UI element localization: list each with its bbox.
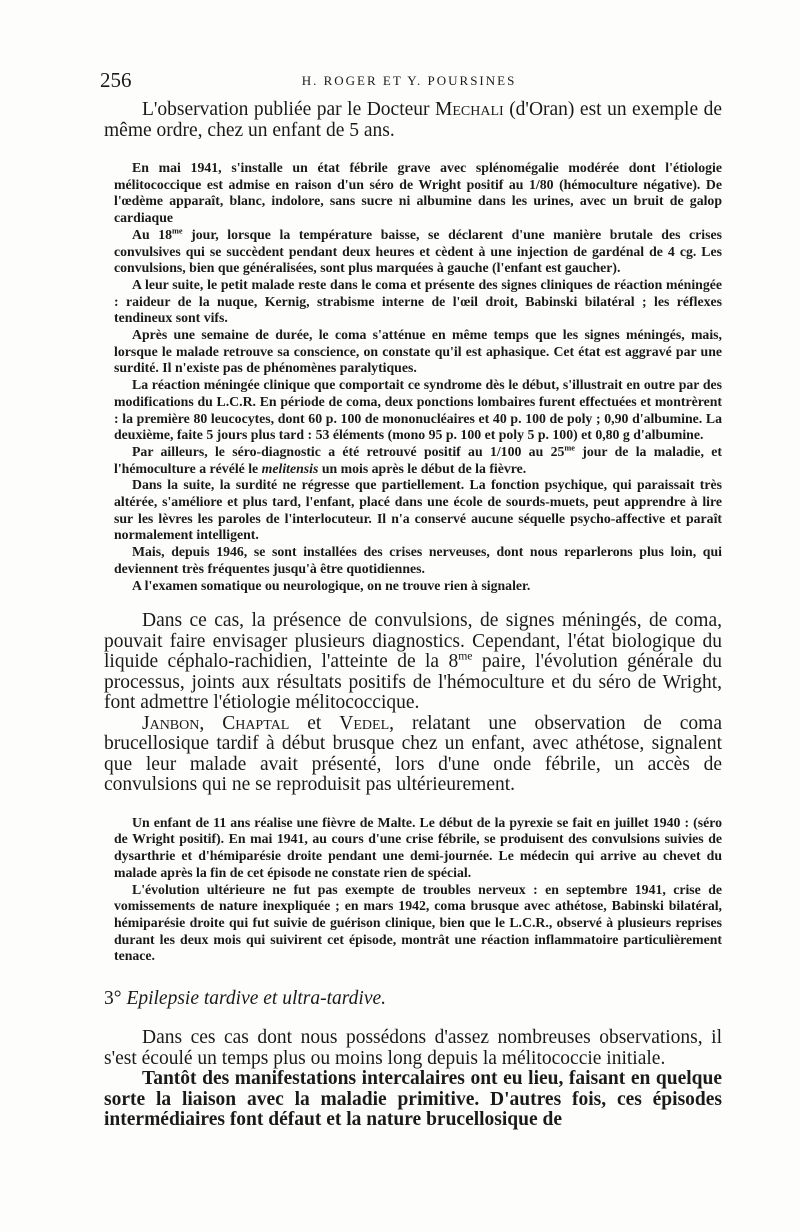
section-heading — [104, 987, 722, 1011]
case1-p6-mid: jour de la maladie, et l'hémoculture a révélé le — [114, 443, 722, 476]
page-number: 256 — [100, 68, 132, 92]
case1-paragraph-9: A l'examen somatique ou neurologique, on ne trouve rien à signaler. — [132, 577, 531, 593]
case1-p6-italic: melitensis — [261, 460, 319, 476]
case1-paragraph-1: En mai 1941, s'installe un état fébrile grave avec splénomégalie modérée dont l'étiologie mélitococcique est admise en raison d'un séro de Wright positif au 1/80 (hémoculture négative). De l'œdème apparaît, blanc, indolore, sans sucre ni albumine dans les urines, avec un bruit de galop cardiaque — [114, 160, 722, 226]
case1-p6-superscript: me — [564, 443, 575, 453]
case1-paragraph-7: Dans la suite, la surdité ne régresse que partiellement. La fonction psychique, qui paraissait très altérée, s'améliore et plus tard, l'enfant, placé dans une école de sourds-muets, peut apprendre à lire sur les lèvres les paroles de l'interlocuteur. Il n'a conservé aucune séquelle psycho-affective et paraît normalement intelligent. — [114, 477, 722, 543]
case1-paragraph-5: La réaction méningée clinique que comportait ce syndrome dès le début, s'illustrait en outre par des modifications du L.C.R. En période de coma, deux ponctions lombaires furent effectuées et montrèrent : la première 80 leucocytes, dont 60 p. 100 de mononucléaires et 40 p. 100 de poly ; 0,90 d'albumine. La deuxième, faite 5 jours plus tard : 53 éléments (mono 95 p. 100 et poly 5 p. 100) et 0,80 g d'albumine. — [114, 377, 722, 443]
case1-paragraph-2 — [114, 227, 722, 277]
section-number: 3° — [104, 988, 122, 1010]
case-report-mechali — [104, 160, 722, 594]
page-body — [104, 100, 722, 1131]
discussion-before: Dans ce cas, la présence de convulsions, de signes méningés, de coma, pouvait faire envisager plusieurs diagnostics. Cependant, l'état biologique du liquide céphalo-rachidien, l'atteinte de la 8 — [104, 610, 722, 673]
janbon-sep-1: , — [199, 712, 223, 734]
case1-p2-after: jour, lorsque la température baisse, se déclarent d'une manière brutale des crises convulsives qui se succèdent pendant deux heures et cèdent à une injection de gardénal de 4 cg. Les convulsions, bien que généralisées, sont plus marquées à gauche (l'enfant est gaucher). — [114, 226, 722, 276]
intro-paragraph — [104, 100, 722, 141]
author-name-chaptal: Chaptal — [222, 712, 290, 734]
case1-paragraph-4: Après une semaine de durée, le coma s'atténue en même temps que les signes méningés, mais, lorsque le malade retrouve sa conscience, on constate qu'il est aphasique. Cet état est aggravé par une surdité. Il n'existe pas de phénomènes paralytiques. — [114, 327, 722, 376]
author-name-janbon: Janbon — [142, 712, 200, 734]
case-report-janbon — [104, 815, 722, 965]
case1-paragraph-8: Mais, depuis 1946, se sont installées des crises nerveuses, dont nous reparlerons plus loin, qui deviennent très fréquentes jusqu'à être quotidiennes. — [114, 544, 722, 576]
author-name-mechali: Mechali — [435, 99, 504, 120]
closing-paragraph-2: Tantôt des manifestations intercalaires ont eu lieu, faisant en quelque sorte la liaison avec la maladie primitive. D'autres fois, ces épisodes intermédiaires font défaut et la nature brucellosique de — [104, 1068, 722, 1131]
page-header — [100, 68, 718, 96]
closing-paragraph-1: Dans ces cas dont nous possédons d'assez nombreuses observations, il s'est écoulé un temps plus ou moins long depuis la mélitococcie initiale. — [104, 1027, 722, 1069]
author-name-vedel: Vedel — [339, 712, 390, 734]
intro-text-before: L'observation publiée par le Docteur — [142, 99, 436, 120]
discussion-superscript: me — [458, 649, 473, 663]
intro-text-after: (d'Oran) est un exemple de même ordre, chez un enfant de 5 ans. — [104, 99, 722, 141]
case1-p2-before: Au 18 — [132, 226, 173, 242]
janbon-after: , relatant une observation de coma brucellosique tardif à début brusque chez un enfant, avec athétose, signalent que leur malade avait présenté, lors d'une onde fébrile, un accès de convulsions qui ne se reproduisit pas ultérieurement. — [104, 712, 723, 796]
case1-p6-after: un mois après le début de la fièvre. — [318, 460, 527, 476]
discussion-after: paire, l'évolution générale du processus, joints aux résultats positifs de l'hémoculture et du séro de Wright, font admettre l'étiologie mélitococcique. — [104, 651, 723, 714]
section-title: Epilepsie tardive et ultra-tardive. — [121, 988, 387, 1010]
discussion-paragraph — [104, 611, 722, 714]
case2-paragraph-2: L'évolution ultérieure ne fut pas exempte de troubles nerveux : en septembre 1941, crise de vomissements de nature inexpliquée ; en mars 1942, coma brusque avec athétose, Babinski bilatéral, hémiparésie droite qui fut suivie de guérison clinique, bien que le L.C.R., observé à plusieurs reprises durant les deux mois qui suivirent cet épisode, montrât une réaction inflammatoire particulièrement tenace. — [114, 881, 722, 964]
running-head: H. ROGER ET Y. POURSINES — [301, 73, 517, 88]
janbon-paragraph — [104, 714, 722, 796]
case1-p2-superscript: me — [172, 226, 183, 236]
case2-paragraph-1: Un enfant de 11 ans réalise une fièvre de Malte. Le début de la pyrexie se fait en juillet 1940 : (séro de Wright positif). En mai 1941, au cours d'une crise fébrile, se produisent des convulsions suivies de dysarthrie et d'hémiparésie droite pendant une demi-journée. Le médecin qui arrive au chevet du malade après la fin de cet épisode ne constate rien de spécial. — [114, 814, 722, 880]
janbon-sep-2: et — [289, 712, 340, 734]
case1-p6-before: Par ailleurs, le séro-diagnostic a été retrouvé positif au 1/100 au 25 — [132, 443, 565, 459]
case1-paragraph-3: A leur suite, le petit malade reste dans le coma et présente des signes cliniques de réaction méningée : raideur de la nuque, Kernig, strabisme interne de l'œil droit, Babinski bilatéral ; les réflexes tendineux sont vifs. — [114, 276, 722, 326]
case1-paragraph-6 — [114, 444, 722, 477]
